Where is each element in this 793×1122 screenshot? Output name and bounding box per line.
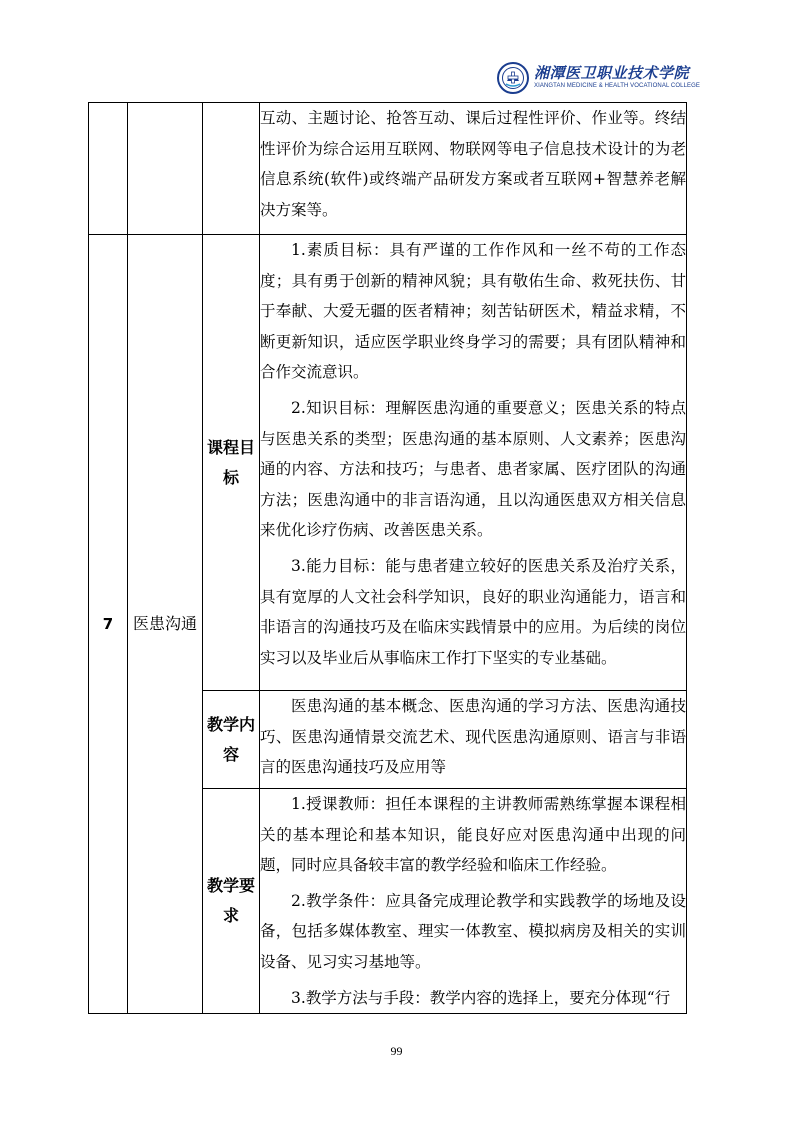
requirement-conditions: 2.教学条件：应具备完成理论教学和实践教学的场地及设备，包括多媒体教室、理实一体教室、模拟病房及相关的实训设备、见习实习基地等。 (260, 891, 686, 971)
objective-ability: 3.能力目标：能与患者建立较好的医患关系及治疗关系，具有宽厚的人文社会科学知识，良好的职业沟通能力，语言和非语言的沟通技巧及在临床实践情景中的应用。为后续的岗位实习以及毕业后从事临床工作打下坚实的专业基础。 (260, 556, 686, 667)
continuation-row (89, 103, 687, 235)
teaching-content (260, 691, 687, 789)
objective-quality: 1.素质目标：具有严谨的工作作风和一丝不苟的工作态度；具有勇于创新的精神风貌；具有敬佑生命、救死扶伤、甘于奉献、大爱无疆的医者精神；刻苦钻研医术，精益求精，不断更新知识，适应医学职业终身学习的需要；具有团队精神和合作交流意识。 (260, 241, 686, 382)
page-number: 99 (390, 1044, 403, 1058)
objectives-label: 课程目标 (203, 235, 260, 691)
objectives-content (260, 235, 687, 691)
school-logo (497, 60, 700, 96)
requirement-methods: 3.教学方法与手段：教学内容的选择上，要充分体现“行 (291, 988, 671, 1007)
course-name: 医患沟通 (128, 235, 203, 1014)
school-emblem-icon (497, 62, 529, 94)
school-name-cn: 湘潭医卫职业技术学院 (534, 64, 690, 82)
objectives-row (89, 235, 687, 691)
continuation-text: 互动、主题讨论、抢答互动、课后过程性评价、作业等。终结性评价为综合运用互联网、物联网等电子信息技术设计的为老信息系统(软件)或终端产品研发方案或者互联网+智慧养老解决方案等。 (260, 109, 686, 219)
content-label: 教学内容 (203, 691, 260, 789)
course-number: 7 (89, 235, 128, 1014)
school-name-en: XIANGTAN MEDICINE & HEALTH VOCATIONAL COLLEGE (534, 83, 700, 89)
teaching-requirements (260, 789, 687, 1014)
continuation-number-cell (89, 103, 128, 235)
continuation-label-cell (203, 103, 260, 235)
continuation-name-cell (128, 103, 203, 235)
continuation-content-cell (260, 103, 687, 235)
curriculum-table (88, 102, 687, 1014)
teaching-content-text: 医患沟通的基本概念、医患沟通的学习方法、医患沟通技巧、医患沟通情景交流艺术、现代医患沟通原则、语言与非语言的医患沟通技巧及应用等 (260, 697, 686, 777)
objective-knowledge: 2.知识目标：理解医患沟通的重要意义；医患关系的特点与医患关系的类型；医患沟通的基本原则、人文素养；医患沟通的内容、方法和技巧；与患者、患者家属、医疗团队的沟通方法；医患沟通中的非言语沟通，且以沟通医患双方相关信息来优化诊疗伤病、改善医患关系。 (260, 398, 686, 540)
requirements-label: 教学要求 (203, 789, 260, 1014)
requirement-teacher: 1.授课教师：担任本课程的主讲教师需熟练掌握本课程相关的基本理论和基本知识，能良好应对医患沟通中出现的问题，同时应具备较丰富的教学经验和临床工作经验。 (260, 795, 686, 875)
